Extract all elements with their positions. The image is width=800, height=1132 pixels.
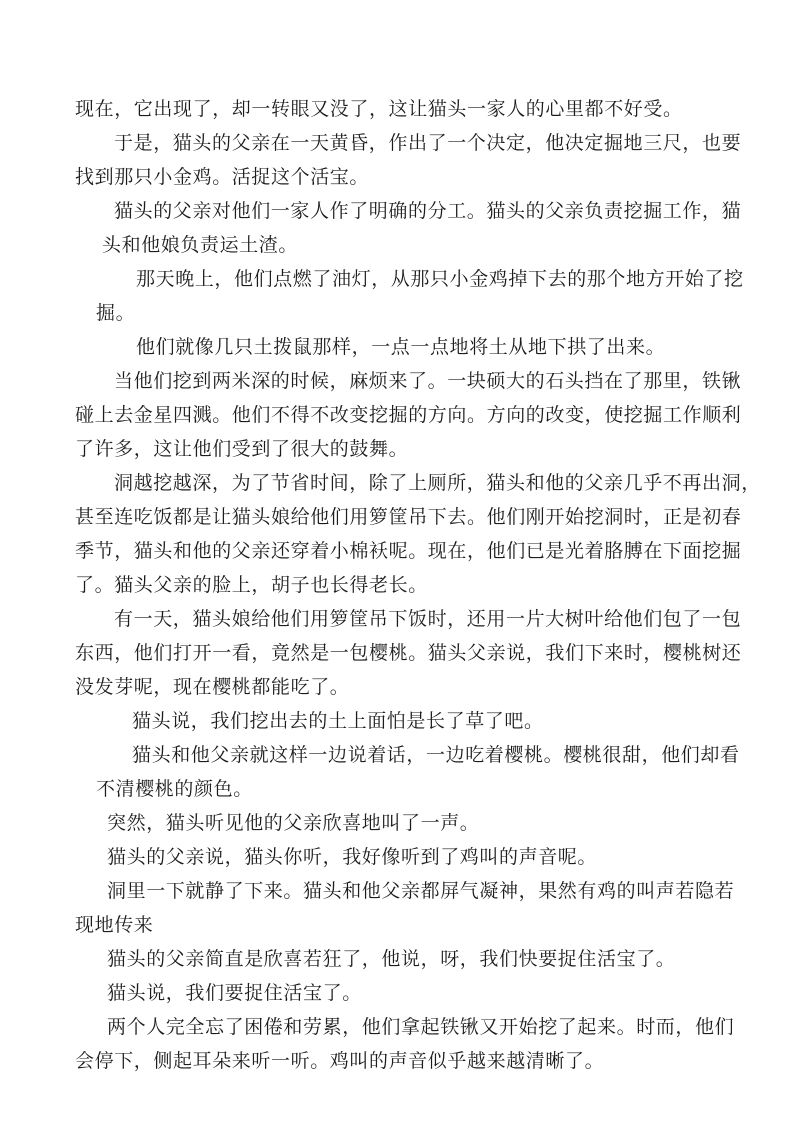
text-line: 有一天，猫头娘给他们用箩筐吊下饭时，还用一片大树叶给他们包了一包 (114, 608, 742, 630)
text-line: 那天晚上，他们点燃了油灯，从那只小金鸡掉下去的那个地方开始了挖 (136, 268, 744, 290)
text-line: 猫头和他父亲就这样一边说着话，一边吃着樱桃。樱桃很甜，他们却看 (132, 744, 740, 766)
text-line: 会停下，侧起耳朵来听一听。鸡叫的声音似乎越来越清晰了。 (75, 1050, 605, 1072)
text-line: 猫头说，我们要捉住活宝了。 (107, 982, 362, 1004)
text-line: 洞里一下就静了下来。猫头和他父亲都屏气凝神，果然有鸡的叫声若隐若 (107, 880, 735, 902)
text-line: 猫头的父亲说，猫头你听，我好像听到了鸡叫的声音呢。 (107, 846, 598, 868)
text-line: 于是，猫头的父亲在一天黄昏，作出了一个决定，他决定掘地三尺，也要 (114, 132, 742, 154)
text-line: 头和他娘负责运土渣。 (102, 234, 299, 256)
text-line: 两个人完全忘了困倦和劳累，他们拿起铁锹又开始挖了起来。时而，他们 (107, 1016, 735, 1038)
text-line: 猫头的父亲对他们一家人作了明确的分工。猫头的父亲负责挖掘工作，猫 (114, 200, 742, 222)
text-line: 了。猫头父亲的脸上，胡子也长得老长。 (75, 574, 428, 596)
text-line: 甚至连吃饭都是让猫头娘给他们用箩筐吊下去。他们刚开始挖洞时，正是初春 (75, 506, 742, 528)
text-line: 东西，他们打开一看，竟然是一包樱桃。猫头父亲说，我们下来时，樱桃树还 (75, 642, 742, 664)
text-line: 他们就像几只土拨鼠那样，一点一点地将土从地下拱了出来。 (136, 336, 666, 358)
text-line: 突然，猫头听见他的父亲欣喜地叫了一声。 (107, 812, 480, 834)
text-line: 现地传来 (75, 914, 154, 936)
text-line: 碰上去金星四溅。他们不得不改变挖掘的方向。方向的改变，使挖掘工作顺利 (75, 404, 742, 426)
text-line: 猫头说，我们挖出去的土上面怕是长了草了吧。 (132, 710, 544, 732)
text-line: 当他们挖到两米深的时候，麻烦来了。一块硕大的石头挡在了那里，铁锹 (114, 370, 742, 392)
text-line: 找到那只小金鸡。活捉这个活宝。 (75, 166, 370, 188)
text-line: 没发芽呢，现在樱桃都能吃了。 (75, 676, 350, 698)
text-line: 洞越挖越深，为了节省时间，除了上厕所，猫头和他的父亲几乎不再出洞， (114, 472, 761, 494)
text-line: 季节，猫头和他的父亲还穿着小棉袄呢。现在，他们已是光着胳膊在下面挖掘 (75, 540, 742, 562)
text-line: 现在，它出现了，却一转眼又没了，这让猫头一家人的心里都不好受。 (75, 98, 683, 120)
text-line: 了许多，这让他们受到了很大的鼓舞。 (75, 438, 409, 460)
text-line: 掘。 (96, 302, 136, 324)
text-line: 不清樱桃的颜色。 (96, 778, 253, 800)
text-line: 猫头的父亲简直是欣喜若狂了，他说，呀，我们快要捉住活宝了。 (107, 948, 676, 970)
